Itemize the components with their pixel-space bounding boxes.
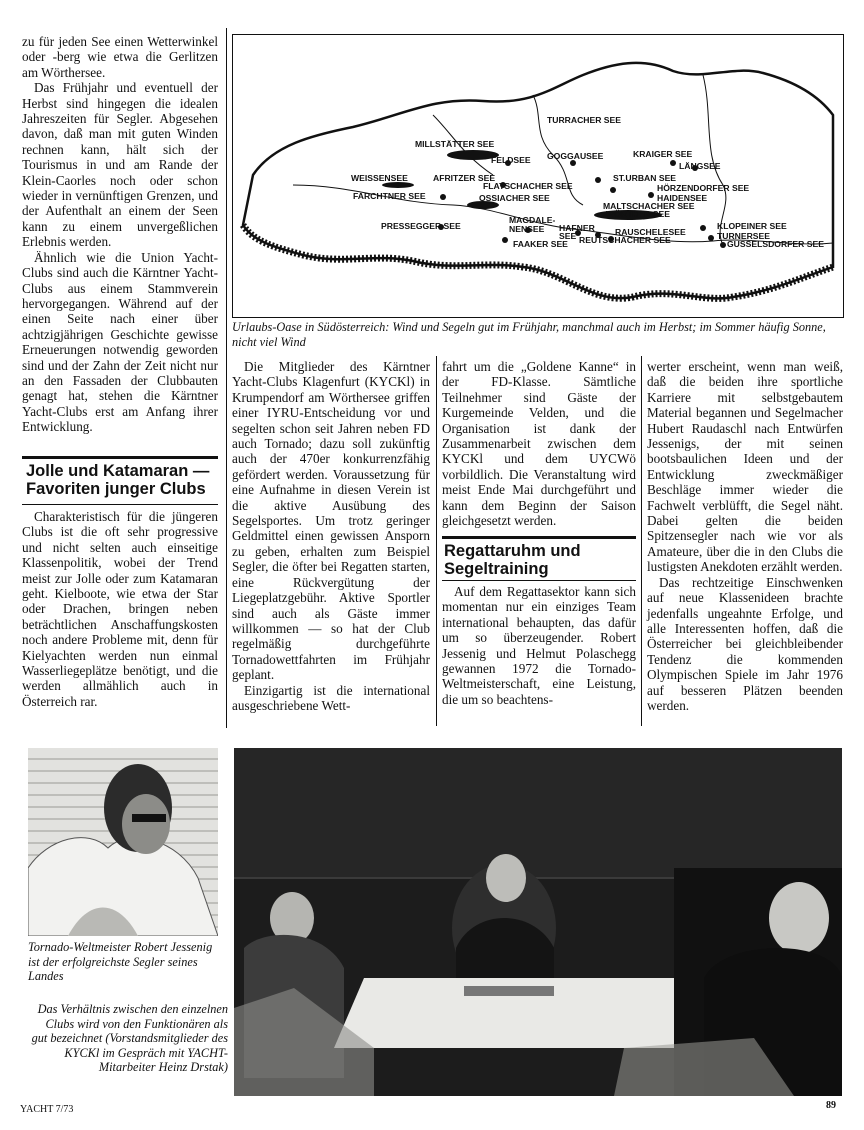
map-label: ST.URBAN SEE bbox=[613, 173, 677, 183]
paragraph: fahrt um die „Goldene Kanne“ in der FD-Klasse. Sämtliche Teilnehmer sind Gäste der Kurgemeinde Velden, und die Organisation ist dank der Zusammenarbeit zwischen dem KYCKl und dem UYCWö vorbildlich. Die Veranstaltung wird meist Ende Mai durchgeführt und kann dem Beginn der Saison gleichgesetzt werden. bbox=[442, 359, 636, 529]
map-label: FAAKER SEE bbox=[513, 239, 568, 249]
paragraph: werter erscheint, wenn man weiß, daß die beiden ihre sportliche Karriere mit selbstgebautem Material begannen und Segelmacher Hubert Raudaschl nach Entwürfen Jessenigs, der mit seinen bootsbaulichen Ideen und der Entwicklung zweckmäßiger Beschläge immer wieder die Fachwelt verblüfft, die Segel näht. Dabei gelten die beiden Spitzensegler nach wie vor als Amateure, über die in den Clubs die lustigsten Anekdoten erzählt werden. bbox=[647, 359, 843, 575]
map-label: RAUSCHELESEE bbox=[615, 227, 686, 237]
heading-rule-top bbox=[22, 456, 218, 459]
map-label: HÖRZENDORFER SEE bbox=[657, 183, 750, 193]
map-label: NENSEE bbox=[509, 224, 545, 234]
lakes-map bbox=[232, 34, 844, 318]
map-label: WEISSENSEE bbox=[351, 173, 408, 183]
paragraph: Charakteristisch für die jüngeren Clubs ist die oft sehr progressive und nicht selten auch einseitige Klassenpolitik, wobei der Trend meist zur Jolle oder zum Katamaran geht. Kielboote, wie etwa der Star oder Drachen, bringen neben beträchtlichen Anschaffungskosten noch andere Probleme mit, denn für Kielyachten werden nun einmal Wasserliegeplätze benötigt, und die werden allmählich auch in Österreich rar. bbox=[22, 509, 218, 709]
footer-issue: YACHT 7/73 bbox=[20, 1104, 74, 1115]
column-divider bbox=[641, 356, 642, 726]
paragraph: Das Frühjahr und eventuell der Herbst sind hingegen die idealen Jahreszeiten für Segler. Abgesehen davon, daß man mit guten Winden rechnen kann, hält sich der Tourismus in und am Rande der Klein-Caorles noch oder schon wieder in vernünftigen Grenzen, und der Aufenthalt an einem der Seen kann zu einem unvergeßlichen Erlebnis werden. bbox=[22, 80, 218, 250]
heading-rule-top bbox=[442, 536, 636, 539]
map-label: MALTSCHACHER SEE bbox=[603, 201, 695, 211]
portrait-image bbox=[28, 748, 218, 936]
column-3-continued bbox=[442, 584, 636, 707]
map-label: TURRACHER SEE bbox=[547, 115, 622, 125]
column-divider bbox=[226, 28, 227, 728]
column-divider bbox=[436, 356, 437, 726]
section-heading-jolle: Jolle und Katamaran — Favoriten junger Clubs bbox=[26, 462, 210, 498]
column-2 bbox=[232, 359, 430, 713]
column-3 bbox=[442, 359, 636, 528]
map-label: FARCHTNER SEE bbox=[353, 191, 426, 201]
map-label: WÖRTHER SEE bbox=[606, 209, 670, 219]
map-label: AFRITZER SEE bbox=[433, 173, 496, 183]
map-label: TURNERSEE bbox=[717, 231, 771, 241]
map-label: SEE bbox=[559, 231, 577, 241]
paragraph: Einzigartig ist die international ausgeschriebene Wett- bbox=[232, 682, 430, 713]
map-label: MAGDALE- bbox=[509, 215, 556, 225]
map-label: GOGGAUSEE bbox=[547, 151, 604, 161]
section-heading-regatta: Regattaruhm und Segeltraining bbox=[444, 542, 581, 578]
map-label: FELDSEE bbox=[491, 155, 531, 165]
map-label: HAIDENSEE bbox=[657, 193, 708, 203]
paragraph: Das rechtzeitige Einschwenken auf neue Klassenideen brachte jedenfalls ungeahnte Erfolge, und alle Interessenten hoffen, daß die Österreicher bei gleichbleibender Tendenz die kommenden Olympischen Spiele im Jahr 1976 auf besseren Plätzen beenden werden. bbox=[647, 574, 843, 713]
column-1 bbox=[22, 34, 218, 435]
heading-rule-bottom bbox=[442, 580, 636, 581]
paragraph: Die Mitglieder des Kärntner Yacht-Clubs Klagenfurt (KYCKl) in Krumpendorf am Wörthersee griffen einer IYRU-Entscheidung vor und segelten schon seit Jahren neben FD auch Tornado; dazu soll zukünftig auch der 470er konkurrenzfähig gefördert werden. Voraussetzung für eine Aufnahme in diesen Verein ist die aktive Ausübung des Segelsportes. Um trotz geringer Geldmittel einen gewissen Ansporn zu geben, erhalten zum Beispiel Segler, die öfter bei Regatten starten, eine Rückvergütung der Liegeplatzgebühr. Aktive Sportler sind auch als Gäste immer willkommen — so hat der Club regelmäßig durchgeführte Tornadowettfahrten im Frühjahr geplant. bbox=[232, 359, 430, 683]
map-label: PRESSEGGER SEE bbox=[381, 221, 461, 231]
photo1-caption: Tornado-Weltmeister Robert Jessenig ist der erfolgreichste Segler seines Landes bbox=[28, 940, 213, 983]
photo2-caption: Das Verhältnis zwischen den einzelnen Clubs wird von den Funktionären als gut bezeichnet (Vorstandsmitglieder des KYCKl im Gespräch mit YACHT-Mitarbeiter Heinz Drstak) bbox=[31, 1002, 228, 1074]
map-label: KLOPEINER SEE bbox=[717, 221, 787, 231]
carinthia-map-svg bbox=[233, 35, 843, 317]
map-label: KRAIGER SEE bbox=[633, 149, 693, 159]
heading-rule-bottom bbox=[22, 504, 218, 505]
map-label: GÜSSELSDORFER SEE bbox=[727, 239, 824, 249]
photo-meeting bbox=[234, 748, 842, 1096]
paragraph: Ähnlich wie die Union Yacht-Clubs sind auch die Kärntner Yacht-Clubs aus einem Stammverein hervorgegangen. Während auf der einen Seite nach einer über achtzigjährigen Geschichte gewisse Erneuerungen notwendig geworden sind und der Zahn der Zeit nicht nur an den Fassaden der Clubbauten genagt hat, stehen die Kärntner Yacht-Clubs erst am Anfang ihrer Entwicklung. bbox=[22, 249, 218, 435]
meeting-image bbox=[234, 748, 842, 1096]
column-4 bbox=[647, 359, 843, 713]
map-label: OSSIACHER SEE bbox=[479, 193, 550, 203]
map-label: FLATSCHACHER SEE bbox=[483, 181, 573, 191]
column-1-continued bbox=[22, 509, 218, 709]
map-label: LÄNGSEE bbox=[679, 161, 721, 171]
photo-jessenig bbox=[28, 748, 218, 936]
paragraph: zu für jeden See einen Wetterwinkel oder -berg wie etwa die Gerlitzen am Wörthersee. bbox=[22, 34, 218, 80]
paragraph: Auf dem Regattasektor kann sich momentan nur ein einziges Team international behaupten, das dafür um so überzeugender. Robert Jessenig und Helmut Polaschegg gewannen 1972 die Tornado-Weltmeisterschaft, eine Leistung, die um so beachtens- bbox=[442, 584, 636, 707]
map-label: REUTSCHACHER SEE bbox=[579, 235, 671, 245]
map-label: HAFNER bbox=[559, 223, 595, 233]
page-number: 89 bbox=[826, 1100, 836, 1111]
map-caption: Urlaubs-Oase in Südösterreich: Wind und Segeln gut im Frühjahr, manchmal auch im Herbst; im Sommer häufig Sonne, nicht viel Wind bbox=[232, 320, 826, 349]
map-label: MILLSTÄTTER SEE bbox=[415, 139, 495, 149]
